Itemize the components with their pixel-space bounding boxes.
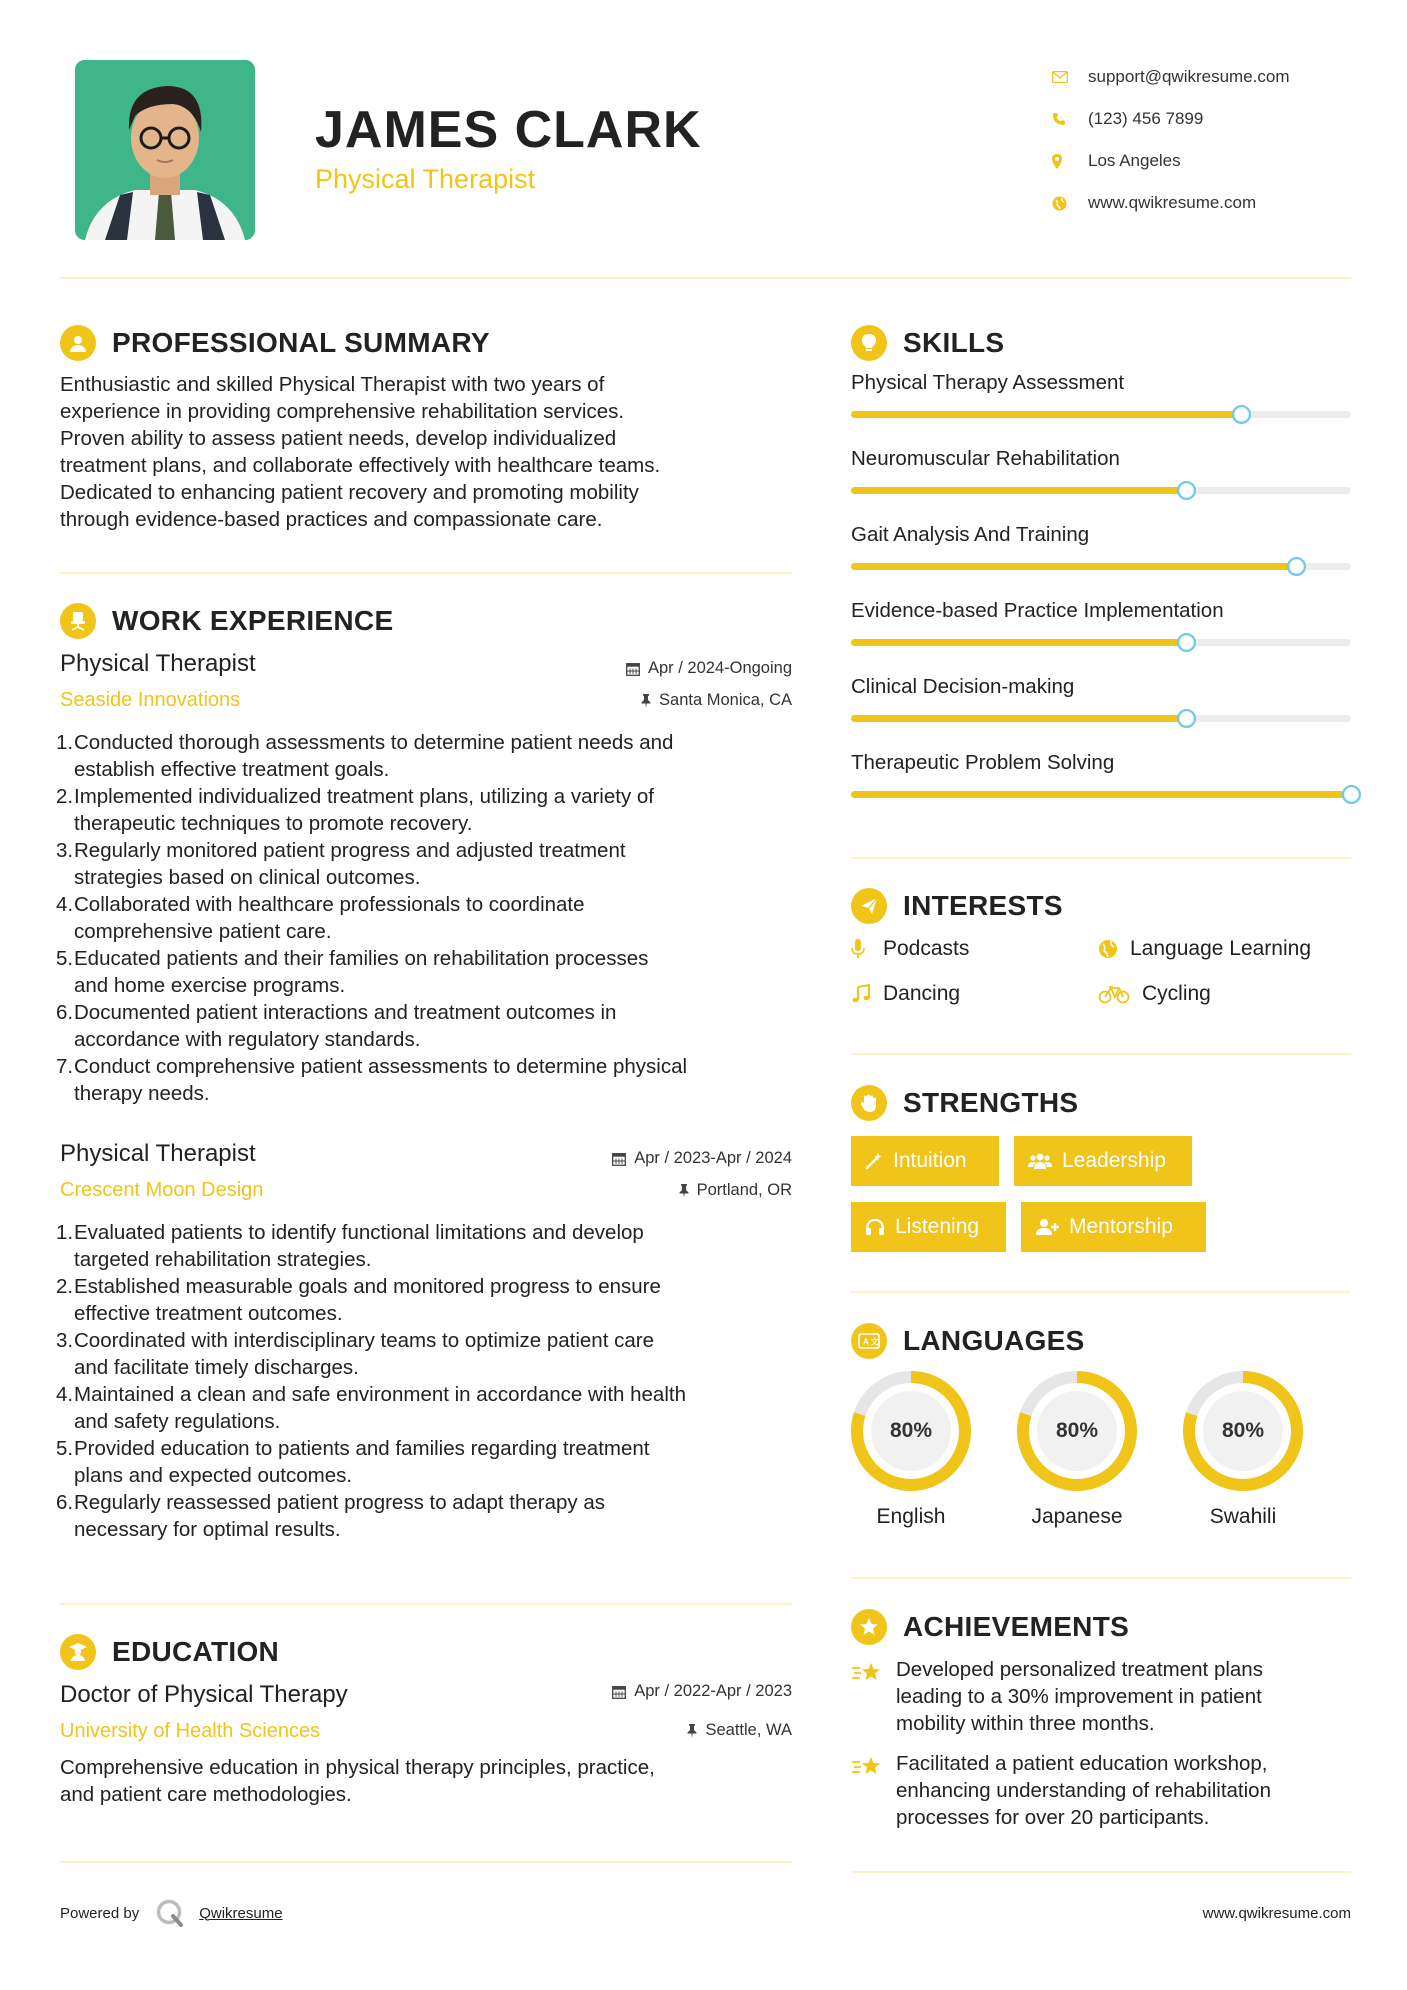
strength-label: Listening bbox=[895, 1215, 980, 1238]
strength-label: Intuition bbox=[893, 1149, 967, 1172]
job-2-bullets bbox=[56, 1219, 796, 1543]
skill-level-knob bbox=[1177, 633, 1196, 652]
graduate-icon bbox=[60, 1634, 96, 1670]
education-description bbox=[60, 1754, 792, 1808]
globe-icon bbox=[1052, 196, 1088, 211]
skill-name: Gait Analysis And Training bbox=[851, 523, 1090, 546]
job-1-date bbox=[500, 659, 792, 678]
shooting-star-icon bbox=[851, 1656, 896, 1737]
summary-line: treatment plans, and collaborate effectively with healthcare teams. bbox=[60, 454, 661, 477]
user-plus-icon bbox=[1035, 1218, 1059, 1236]
skill-bar-fill bbox=[851, 563, 1296, 570]
summary-title: PROFESSIONAL SUMMARY bbox=[112, 327, 490, 358]
achievement-line: mobility within three months. bbox=[896, 1712, 1155, 1735]
education-date bbox=[500, 1682, 792, 1701]
contact-location bbox=[1052, 140, 1290, 182]
education-line: Comprehensive education in physical therapy principles, practice, bbox=[60, 1756, 655, 1779]
achievement-line: leading to a 30% improvement in patient bbox=[896, 1685, 1262, 1708]
list-item: 4. Collaborated with healthcare professionals to coordinate comprehensive patient care. bbox=[56, 893, 585, 943]
skill-item bbox=[851, 751, 1351, 798]
skills-title: SKILLS bbox=[903, 327, 1005, 358]
list-item: 1. Conducted thorough assessments to determine patient needs and establish effective treatment goals. bbox=[56, 731, 674, 781]
music-note-icon bbox=[851, 984, 883, 1004]
job-2-title: Physical Therapist bbox=[60, 1140, 256, 1167]
education-school: University of Health Sciences bbox=[60, 1720, 321, 1742]
achievement-line: processes for over 20 participants. bbox=[896, 1806, 1210, 1829]
skills-heading bbox=[851, 325, 1004, 361]
interest-cycling bbox=[1098, 982, 1211, 1006]
footer-website[interactable]: www.qwikresume.com bbox=[1202, 1905, 1351, 1922]
strength-badge-listening bbox=[851, 1202, 1006, 1252]
achievements-title: ACHIEVEMENTS bbox=[903, 1611, 1130, 1642]
interests-title: INTERESTS bbox=[903, 890, 1063, 921]
job-1-date-text: Apr / 2024-Ongoing bbox=[647, 659, 792, 677]
skill-name: Evidence-based Practice Implementation bbox=[851, 599, 1224, 622]
shooting-star-icon bbox=[851, 1750, 896, 1831]
education-divider bbox=[60, 1861, 792, 1863]
skill-item bbox=[851, 599, 1351, 646]
skill-level-knob bbox=[1177, 481, 1196, 500]
magic-wand-icon bbox=[865, 1152, 883, 1170]
interest-dancing bbox=[851, 982, 960, 1006]
contact-phone-text: (123) 456 7899 bbox=[1088, 109, 1204, 128]
language-name: English bbox=[876, 1505, 946, 1528]
skill-name: Therapeutic Problem Solving bbox=[851, 751, 1115, 774]
interest-label: Podcasts bbox=[883, 937, 970, 960]
strength-label: Mentorship bbox=[1069, 1215, 1173, 1238]
languages-title: LANGUAGES bbox=[903, 1325, 1085, 1356]
svg-text:文: 文 bbox=[870, 1337, 879, 1347]
skill-level-knob bbox=[1287, 557, 1306, 576]
powered-by-text: Powered by bbox=[60, 1904, 140, 1922]
contact-phone[interactable] bbox=[1052, 98, 1290, 140]
strength-label: Leadership bbox=[1062, 1149, 1166, 1172]
lightbulb-icon bbox=[851, 325, 887, 361]
hand-icon bbox=[851, 1085, 887, 1121]
thumbtack-icon bbox=[641, 694, 651, 708]
list-item: 6. Documented patient interactions and treatment outcomes in accordance with regulatory standards. bbox=[56, 1001, 617, 1051]
qwikresume-logo-icon bbox=[155, 1898, 185, 1928]
list-item: 2. Established measurable goals and monitored progress to ensure effective treatment outcomes. bbox=[56, 1275, 661, 1325]
strength-badge-intuition bbox=[851, 1136, 999, 1186]
users-icon bbox=[1028, 1152, 1052, 1170]
user-icon bbox=[60, 325, 96, 361]
work-divider bbox=[60, 1603, 792, 1605]
achievement-item bbox=[851, 1656, 1361, 1737]
interests-divider bbox=[851, 1053, 1351, 1055]
work-heading bbox=[60, 603, 393, 639]
candidate-role: Physical Therapist bbox=[315, 164, 536, 194]
list-item: 6. Regularly reassessed patient progress to adapt therapy as necessary for optimal results. bbox=[56, 1491, 606, 1541]
skill-bar bbox=[851, 715, 1351, 722]
skill-item bbox=[851, 371, 1351, 418]
list-item: 3. Regularly monitored patient progress and adjusted treatment strategies based on clinical outcomes. bbox=[56, 839, 626, 889]
skills-divider bbox=[851, 857, 1351, 859]
education-date-text: Apr / 2022-Apr / 2023 bbox=[634, 1682, 792, 1700]
list-item: 3. Coordinated with interdisciplinary teams to optimize patient care and facilitate timely discharges. bbox=[56, 1329, 654, 1379]
phone-icon bbox=[1052, 112, 1088, 126]
profile-photo bbox=[75, 60, 255, 240]
job-2-location-text: Portland, OR bbox=[696, 1181, 792, 1199]
globe-icon bbox=[1098, 939, 1130, 959]
envelope-icon bbox=[1052, 71, 1088, 83]
list-item: 5. Educated patients and their families on rehabilitation processes and home exercise programs. bbox=[56, 947, 649, 997]
interests-heading bbox=[851, 888, 1063, 924]
summary-line: Enthusiastic and skilled Physical Therapist with two years of bbox=[60, 373, 605, 396]
education-location bbox=[500, 1721, 792, 1740]
summary-line: Proven ability to assess patient needs, develop individualized bbox=[60, 427, 617, 450]
language-icon bbox=[851, 1323, 887, 1359]
job-2-company: Crescent Moon Design bbox=[60, 1179, 264, 1201]
language-percent: 80% bbox=[889, 1419, 933, 1442]
achievements-divider bbox=[851, 1871, 1351, 1873]
skill-name: Clinical Decision-making bbox=[851, 675, 1075, 698]
microphone-icon bbox=[851, 939, 883, 959]
map-pin-icon bbox=[1052, 154, 1088, 169]
calendar-icon bbox=[612, 1152, 626, 1166]
skill-bar-fill bbox=[851, 487, 1186, 494]
skill-level-knob bbox=[1177, 709, 1196, 728]
job-1-location-text: Santa Monica, CA bbox=[659, 691, 792, 709]
language-item bbox=[1015, 1369, 1139, 1529]
person-avatar-icon bbox=[75, 60, 255, 240]
skill-bar-fill bbox=[851, 715, 1186, 722]
skill-bar bbox=[851, 487, 1351, 494]
job-2-date-text: Apr / 2023-Apr / 2024 bbox=[634, 1149, 792, 1167]
skill-bar-fill bbox=[851, 411, 1241, 418]
strength-badge-leadership bbox=[1014, 1136, 1192, 1186]
language-item bbox=[849, 1369, 973, 1529]
summary-line: through evidence-based practices and compassionate care. bbox=[60, 508, 603, 531]
languages-heading bbox=[851, 1323, 1085, 1359]
skill-bar bbox=[851, 563, 1351, 570]
strengths-heading bbox=[851, 1085, 1078, 1121]
summary-heading bbox=[60, 325, 490, 361]
calendar-icon bbox=[612, 1685, 626, 1699]
skill-name: Physical Therapy Assessment bbox=[851, 371, 1125, 394]
calendar-icon bbox=[626, 662, 640, 676]
education-location-text: Seattle, WA bbox=[705, 1721, 792, 1739]
skill-bar bbox=[851, 791, 1351, 798]
contact-website-text: www.qwikresume.com bbox=[1088, 193, 1257, 212]
contact-list bbox=[1052, 56, 1290, 224]
list-item: 7. Conduct comprehensive patient assessments to determine physical therapy needs. bbox=[56, 1055, 688, 1105]
languages-divider bbox=[851, 1577, 1351, 1579]
interest-label: Language Learning bbox=[1130, 937, 1312, 960]
list-item: 5. Provided education to patients and families regarding treatment plans and expected outcomes. bbox=[56, 1437, 650, 1487]
language-percent: 80% bbox=[1055, 1419, 1099, 1442]
bicycle-icon bbox=[1098, 984, 1142, 1004]
achievement-line: enhancing understanding of rehabilitation bbox=[896, 1779, 1271, 1802]
education-title: EDUCATION bbox=[112, 1636, 280, 1667]
language-percent: 80% bbox=[1221, 1419, 1265, 1442]
job-1-company: Seaside Innovations bbox=[60, 689, 241, 711]
job-2-location bbox=[500, 1181, 792, 1200]
strengths-divider bbox=[851, 1291, 1351, 1293]
achievements-heading bbox=[851, 1609, 1129, 1645]
interest-label: Cycling bbox=[1142, 982, 1211, 1005]
education-line: and patient care methodologies. bbox=[60, 1783, 352, 1806]
header-divider bbox=[60, 277, 1351, 279]
contact-location-text: Los Angeles bbox=[1088, 151, 1181, 170]
achievement-item bbox=[851, 1750, 1361, 1831]
thumbtack-icon bbox=[679, 1184, 689, 1198]
interest-language-learning bbox=[1098, 937, 1311, 961]
job-2-date bbox=[500, 1149, 792, 1168]
paper-plane-icon bbox=[851, 888, 887, 924]
language-name: Swahili bbox=[1209, 1505, 1277, 1528]
education-heading bbox=[60, 1634, 279, 1670]
office-chair-icon bbox=[60, 603, 96, 639]
education-degree: Doctor of Physical Therapy bbox=[60, 1681, 348, 1708]
skill-item bbox=[851, 447, 1351, 494]
skill-name: Neuromuscular Rehabilitation bbox=[851, 447, 1120, 470]
job-1-bullets bbox=[56, 729, 796, 1107]
skill-level-knob bbox=[1232, 405, 1251, 424]
skill-bar bbox=[851, 411, 1351, 418]
list-item: 4. Maintained a clean and safe environment in accordance with health and safety regulations. bbox=[56, 1383, 686, 1433]
job-1-title: Physical Therapist bbox=[60, 650, 256, 677]
strength-badge-mentorship bbox=[1021, 1202, 1206, 1252]
achievement-line: Facilitated a patient education workshop, bbox=[896, 1752, 1268, 1775]
job-1-location bbox=[500, 691, 792, 710]
svg-text:A: A bbox=[863, 1337, 869, 1347]
skill-bar bbox=[851, 639, 1351, 646]
candidate-name: JAMES CLARK bbox=[315, 101, 702, 159]
headphones-icon bbox=[865, 1218, 885, 1236]
summary-line: Dedicated to enhancing patient recovery and promoting mobility bbox=[60, 481, 639, 504]
skill-bar-fill bbox=[851, 639, 1186, 646]
summary-divider bbox=[60, 572, 792, 574]
contact-email-text: support@qwikresume.com bbox=[1088, 67, 1290, 86]
summary-line: experience in providing comprehensive rehabilitation services. bbox=[60, 400, 625, 423]
language-item bbox=[1181, 1369, 1305, 1529]
achievement-line: Developed personalized treatment plans bbox=[896, 1658, 1263, 1681]
strengths-title: STRENGTHS bbox=[903, 1087, 1079, 1118]
skill-item bbox=[851, 523, 1351, 570]
language-name: Japanese bbox=[1031, 1505, 1123, 1528]
footer-powered-by bbox=[60, 1898, 283, 1928]
skill-bar-fill bbox=[851, 791, 1351, 798]
contact-website[interactable] bbox=[1052, 182, 1290, 224]
star-badge-icon bbox=[851, 1609, 887, 1645]
list-item: 1. Evaluated patients to identify functional limitations and develop targeted rehabilitation strategies. bbox=[56, 1221, 644, 1271]
interest-podcasts bbox=[851, 937, 969, 961]
list-item: 2. Implemented individualized treatment plans, utilizing a variety of therapeutic techniques to promote recovery. bbox=[56, 785, 654, 835]
summary-text bbox=[60, 371, 780, 533]
interest-label: Dancing bbox=[883, 982, 961, 1005]
work-title: WORK EXPERIENCE bbox=[112, 605, 394, 636]
thumbtack-icon bbox=[687, 1724, 697, 1738]
contact-email[interactable] bbox=[1052, 56, 1290, 98]
skill-level-knob bbox=[1342, 785, 1361, 804]
skill-item bbox=[851, 675, 1351, 722]
qwikresume-link[interactable]: Qwikresume bbox=[199, 1904, 283, 1922]
